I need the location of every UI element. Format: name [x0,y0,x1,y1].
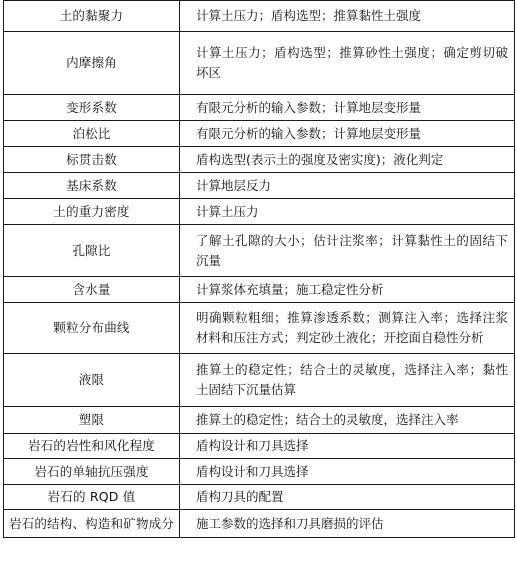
parameter-use: 计算土压力；盾构选型；推算砂性土强度；确定剪切破坏区 [196,45,508,80]
parameter-use-cell [180,303,515,354]
parameter-name: 岩石的岩性和风化程度 [27,438,155,453]
parameter-name: 标贯击数 [66,151,117,167]
table-row [4,95,515,121]
parameter-name-cell [4,459,180,485]
parameter-name: 颗粒分布曲线 [53,320,130,335]
parameter-use-cell [180,485,515,510]
parameter-use-cell [180,199,515,225]
parameter-name-cell [4,1,180,32]
table-row [4,277,515,303]
parameter-use: 计算土压力；盾构选型；推算黏性土强度 [196,8,422,23]
table-row [4,121,515,147]
parameter-name-cell [4,121,180,147]
parameter-name-cell [4,485,180,510]
table-row [4,32,515,95]
table-row [4,199,515,225]
parameter-name-cell [4,277,180,303]
parameter-name-cell [4,95,180,121]
parameter-name: 岩石的 RQD 值 [47,489,136,504]
parameter-application-table [3,0,515,538]
table-row [4,354,515,407]
parameter-name-cell [4,354,180,407]
table-row [4,459,515,485]
parameter-name: 土的黏聚力 [59,8,124,23]
parameter-name-cell [4,32,180,95]
parameter-use-cell [180,95,515,121]
parameter-name: 孔隙比 [72,242,111,258]
parameter-use-cell [180,434,515,459]
parameter-name-cell [4,303,180,354]
table-row [4,1,515,32]
parameter-use: 了解土孔隙的大小；估计注浆率；计算黏性土的固结下沉量 [196,232,508,268]
table-row [4,147,515,173]
parameter-use: 推算土的稳定性；结合土的灵敏度，选择注入率 [196,412,459,427]
parameter-use: 盾构设计和刀具选择 [196,438,309,453]
parameter-name-cell [4,199,180,225]
parameter-name-cell [4,510,180,538]
parameter-use-cell [180,510,515,538]
parameter-name-cell [4,147,180,173]
parameter-use: 施工参数的选择和刀具磨损的评估 [196,515,384,531]
parameter-use: 盾构设计和刀具选择 [196,463,309,479]
parameter-name: 岩石的单轴抗压强度 [34,463,149,479]
parameter-use: 明确颗粒粗细；推算渗透系数；测算注入率；选择注浆材料和压注方式；判定砂土液化；开挖面自稳性分析 [196,310,508,345]
parameter-name: 内摩擦角 [66,55,117,70]
parameter-name: 液限 [78,372,105,387]
parameter-use-cell [180,1,515,32]
table-row [4,434,515,459]
table-row [4,303,515,354]
table-row [4,510,515,538]
parameter-use-cell [180,32,515,95]
parameter-use: 盾构刀具的配置 [196,489,284,504]
parameter-use-cell [180,121,515,147]
parameter-use-cell [180,459,515,485]
table-row [4,173,515,199]
parameter-use-cell [180,225,515,277]
parameter-name: 变形系数 [66,99,117,115]
parameter-name: 塑限 [78,412,105,427]
parameter-use-cell [180,407,515,434]
parameter-use-cell [180,277,515,303]
parameter-use: 计算地层反力 [196,177,272,193]
parameter-name: 土的重力密度 [53,203,130,219]
parameter-name: 含水量 [72,281,111,297]
parameter-name-cell [4,434,180,459]
parameter-use: 计算土压力 [196,203,259,219]
parameter-use: 有限元分析的输入参数；计算地层变形量 [196,125,422,141]
table-row [4,225,515,277]
parameter-name: 泊松比 [72,125,111,141]
parameter-use: 有限元分析的输入参数；计算地层变形量 [196,99,422,115]
parameter-use: 推算土的稳定性；结合土的灵敏度，选择注入率；黏性土固结下沉量估算 [196,362,508,397]
parameter-use: 盾构选型(表示土的强度及密实度)；液化判定 [196,151,444,167]
parameter-name: 基床系数 [66,177,117,193]
parameter-use: 计算浆体充填量；施工稳定性分析 [196,281,384,297]
table-row [4,407,515,434]
parameter-name-cell [4,173,180,199]
parameter-name-cell [4,225,180,277]
parameter-use-cell [180,354,515,407]
parameter-use-cell [180,173,515,199]
table-row [4,485,515,510]
parameter-use-cell [180,147,515,173]
parameter-name-cell [4,407,180,434]
parameter-name: 岩石的结构、构造和矿物成分 [8,515,175,531]
